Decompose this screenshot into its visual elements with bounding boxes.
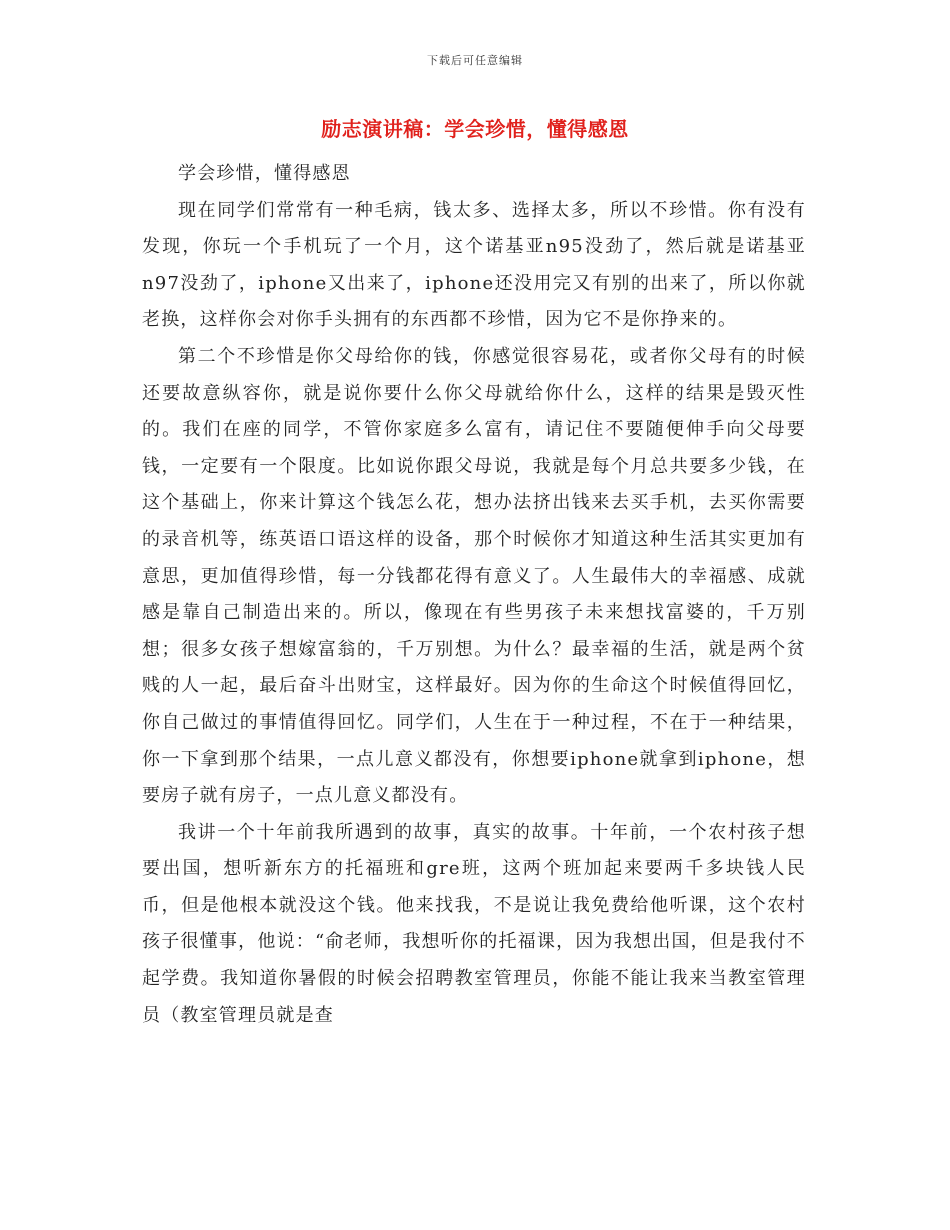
body-paragraph: 第二个不珍惜是你父母给你的钱，你感觉很容易花，或者你父母有的时候还要故意纵容你，就是说你要什么你父母就给你什么，这样的结果是毁灭性的。我们在座的同学，不管你家庭多么富有，请记住不要随便伸手向父母要钱，一定要有一个限度。比如说你跟父母说，我就是每个月总共要多少钱，在这个基础上，你来计算这个钱怎么花，想办法挤出钱来去买手机，去买你需要的录音机等，练英语口语这样的设备，那个时候你才知道这种生活其实更加有意思，更加值得珍惜，每一分钱都花得有意义了。人生最伟大的幸福感、成就感是靠自己制造出来的。所以，像现在有些男孩子未来想找富婆的，千万别想；很多女孩子想嫁富翁的，千万别想。为什么？最幸福的生活，就是两个贫贱的人一起，最后奋斗出财宝，这样最好。因为你的生命这个时候值得回忆，你自己做过的事情值得回忆。同学们，人生在于一种过程，不在于一种结果，你一下拿到那个结果，一点儿意义都没有，你想要iphone就拿到iphone，想要房子就有房子，一点儿意义都没有。 xyxy=(142,345,806,807)
subtitle-paragraph: 学会珍惜，懂得感恩 xyxy=(178,163,351,184)
body-paragraph: 现在同学们常常有一种毛病，钱太多、选择太多，所以不珍惜。你有没有发现，你玩一个手机玩了一个月，这个诺基亚n95没劲了，然后就是诺基亚n97没劲了，iphone又出来了，iphone还没用完又有别的出来了，所以你就老换，这样你会对你手头拥有的东西都不珍惜，因为它不是你挣来的。 xyxy=(142,199,806,331)
document-title: 励志演讲稿：学会珍惜，懂得感恩 xyxy=(321,117,629,141)
page-header-note: 下载后可任意编辑 xyxy=(427,54,523,67)
body-paragraph: 我讲一个十年前我所遇到的故事，真实的故事。十年前，一个农村孩子想要出国，想听新东方的托福班和gre班，这两个班加起来要两千多块钱人民币，但是他根本就没这个钱。他来找我，不是说让我免费给他听课，这个农村孩子很懂事，他说：“俞老师，我想听你的托福课，因为我想出国，但是我付不起学费。我知道你暑假的时候会招聘教室管理员，你能不能让我来当教室管理员（教室管理员就是查 xyxy=(142,821,806,1026)
document-body xyxy=(142,156,806,1034)
